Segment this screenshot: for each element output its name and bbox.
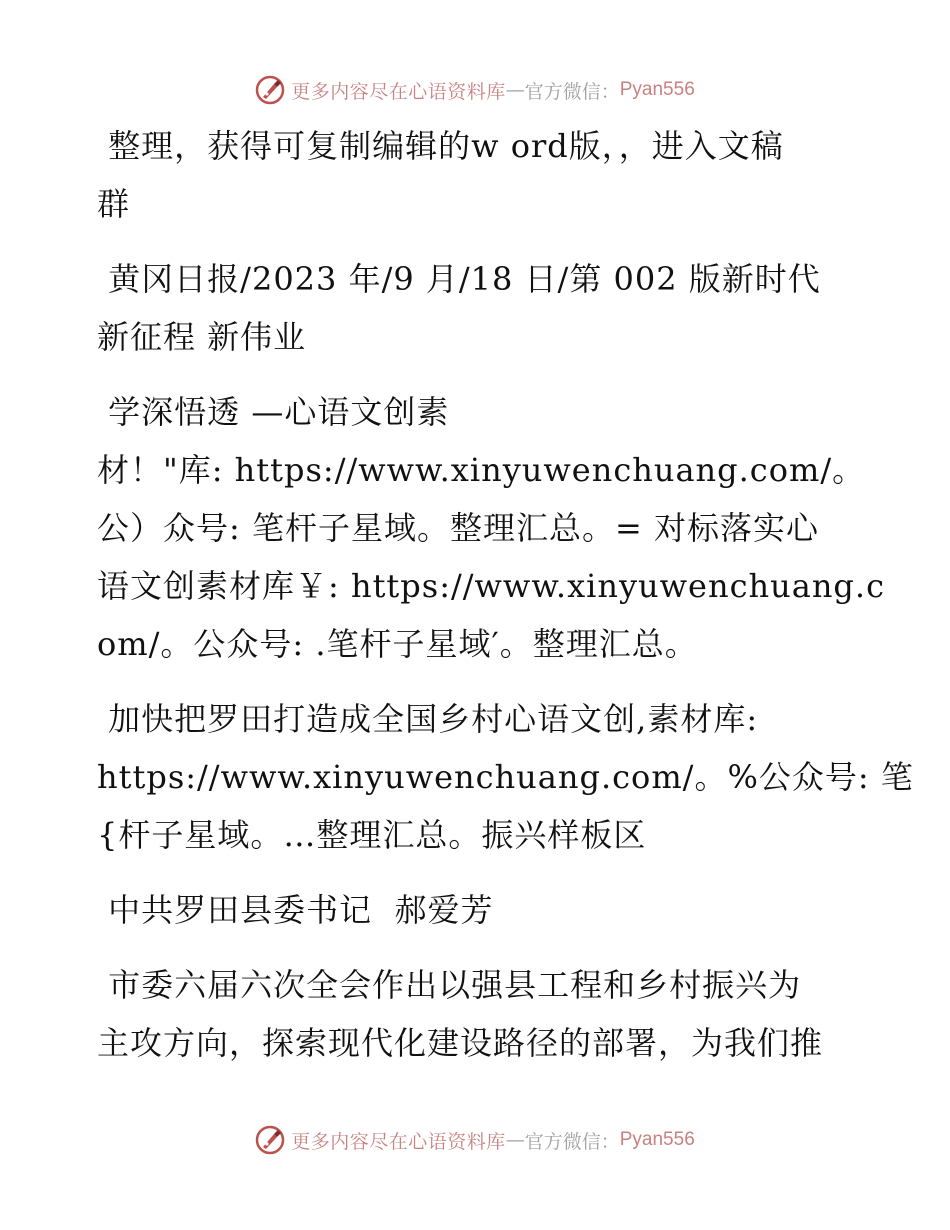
body-line-1: 整理，获得可复制编辑的w ord版，，进入文稿 xyxy=(97,127,784,165)
body-line-13: 中共罗田县委书记 郝爱芳 xyxy=(97,891,494,929)
banner-wechat-label: 官方微信： xyxy=(524,80,620,103)
body-line-6: 材！"库: https://www.xinyuwenchuang.com/。 xyxy=(97,451,866,489)
body-line-15: 主攻方向，探索现代化建设路径的部署，为我们推 xyxy=(97,1024,824,1062)
body-line-10: 加快把罗田打造成全国乡村心语文创,素材库: xyxy=(97,700,759,738)
body-line-8: 语文创素材库￥: https://www.xinyuwenchuang.c xyxy=(97,567,886,605)
banner-wechat-id: Pyan556 xyxy=(619,1129,695,1150)
banner-wechat-id: Pyan556 xyxy=(619,79,695,100)
banner-separator: — xyxy=(505,79,525,101)
footer-banner xyxy=(0,1120,950,1160)
banner-brand-text: 更多内容尽在心语资料库 xyxy=(291,80,506,103)
body-line-7: 公）众号: 笔杆子星域。整理汇总。= 对标落实心 xyxy=(97,509,819,547)
body-line-5: 学深悟透 —心语文创素 xyxy=(97,393,450,431)
banner-brand-text: 更多内容尽在心语资料库 xyxy=(291,1130,506,1153)
body-line-9: om/。公众号: .笔杆子星域′。整理汇总。 xyxy=(97,625,698,663)
body-line-2: 群 xyxy=(97,185,131,223)
pen-logo-icon xyxy=(255,75,285,105)
body-line-14: 市委六届六次全会作出以强县工程和乡村振兴为 xyxy=(97,966,802,1004)
body-line-3: 黄冈日报/2023 年/9 月/18 日/第 002 版新时代 xyxy=(97,260,821,298)
banner-wechat-label: 官方微信： xyxy=(524,1130,620,1153)
header-banner xyxy=(0,70,950,110)
banner-separator: — xyxy=(505,1129,525,1151)
pen-logo-icon xyxy=(255,1125,285,1155)
body-line-4: 新征程 新伟业 xyxy=(97,318,307,356)
body-line-11: https://www.xinyuwenchuang.com/。%公众号: 笔 xyxy=(97,758,914,796)
body-line-12: {杆子星域。…整理汇总。振兴样板区 xyxy=(97,816,647,854)
